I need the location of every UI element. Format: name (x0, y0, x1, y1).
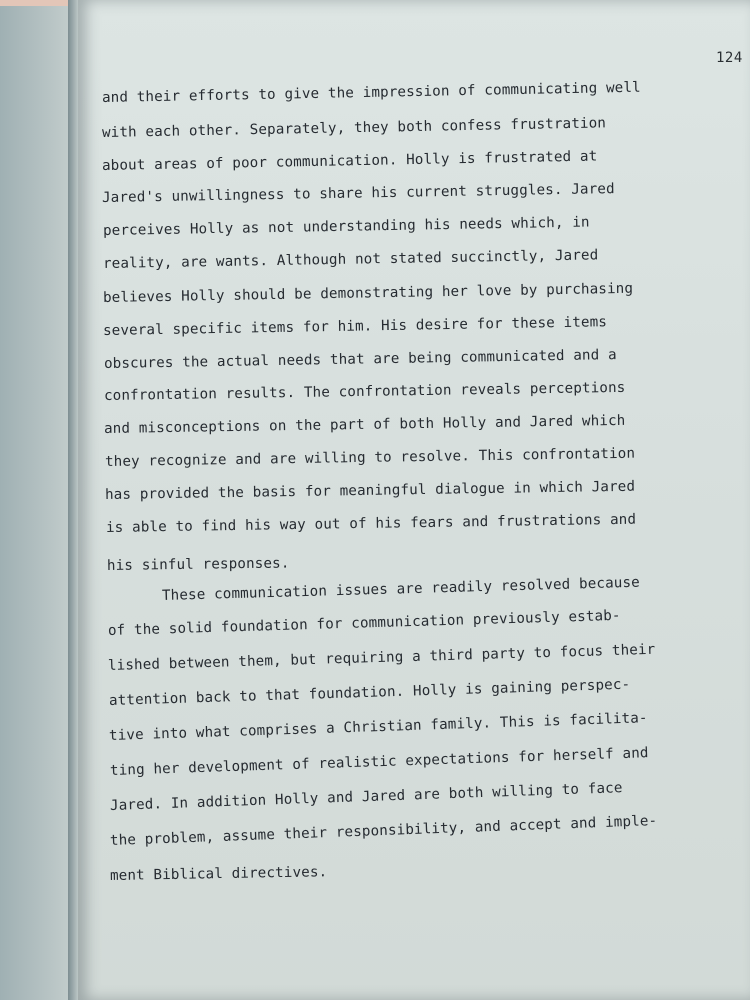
text-line: they recognize and are willing to resolve. This confrontation (104, 445, 636, 470)
text-line: of the solid foundation for communication previously estab- (107, 607, 621, 639)
text-line: and misconceptions on the part of both Holly and Jared which (103, 412, 626, 437)
text-line: with each other. Separately, they both confess frustration (101, 115, 607, 141)
text-line: Jared. In addition Holly and Jared are both willing to face (109, 780, 623, 814)
facing-page-edge (0, 0, 74, 1000)
facing-page-top-strip (0, 0, 72, 6)
text-line: Jared's unwillingness to share his current struggles. Jared (101, 181, 615, 206)
text-line: his sinful responses. (106, 555, 290, 574)
text-line: lished between them, but requiring a third party to focus their (107, 641, 656, 674)
text-line: tive into what comprises a Christian family. This is facilita- (108, 710, 648, 744)
text-line: ting her development of realistic expectations for herself and (109, 745, 649, 779)
page-number: 124 (716, 50, 743, 66)
text-line: has provided the basis for meaningful dialogue in which Jared (104, 478, 636, 503)
text-line: believes Holly should be demonstrating her love by purchasing (102, 280, 634, 306)
text-line: about areas of poor communication. Holly is frustrated at (101, 148, 598, 174)
text-line: and their efforts to give the impression of communicating well (101, 79, 641, 106)
text-line: several specific items for him. His desire for these items (102, 314, 608, 339)
text-line: perceives Holly as not understanding his needs which, in (102, 214, 590, 239)
text-line: the problem, assume their responsibility, and accept and imple- (109, 812, 658, 849)
text-line: attention back to that foundation. Holly is gaining perspec- (108, 676, 631, 709)
text-line: These communication issues are readily resolved because (161, 574, 641, 604)
text-line: is able to find his way out of his fears and frustrations and (105, 511, 637, 536)
text-line: obscures the actual needs that are being communicated and a (103, 347, 617, 372)
text-line: confrontation results. The confrontation reveals perceptions (103, 379, 626, 404)
text-line: reality, are wants. Although not stated succinctly, Jared (102, 247, 599, 272)
text-line: ment Biblical directives. (109, 864, 328, 884)
